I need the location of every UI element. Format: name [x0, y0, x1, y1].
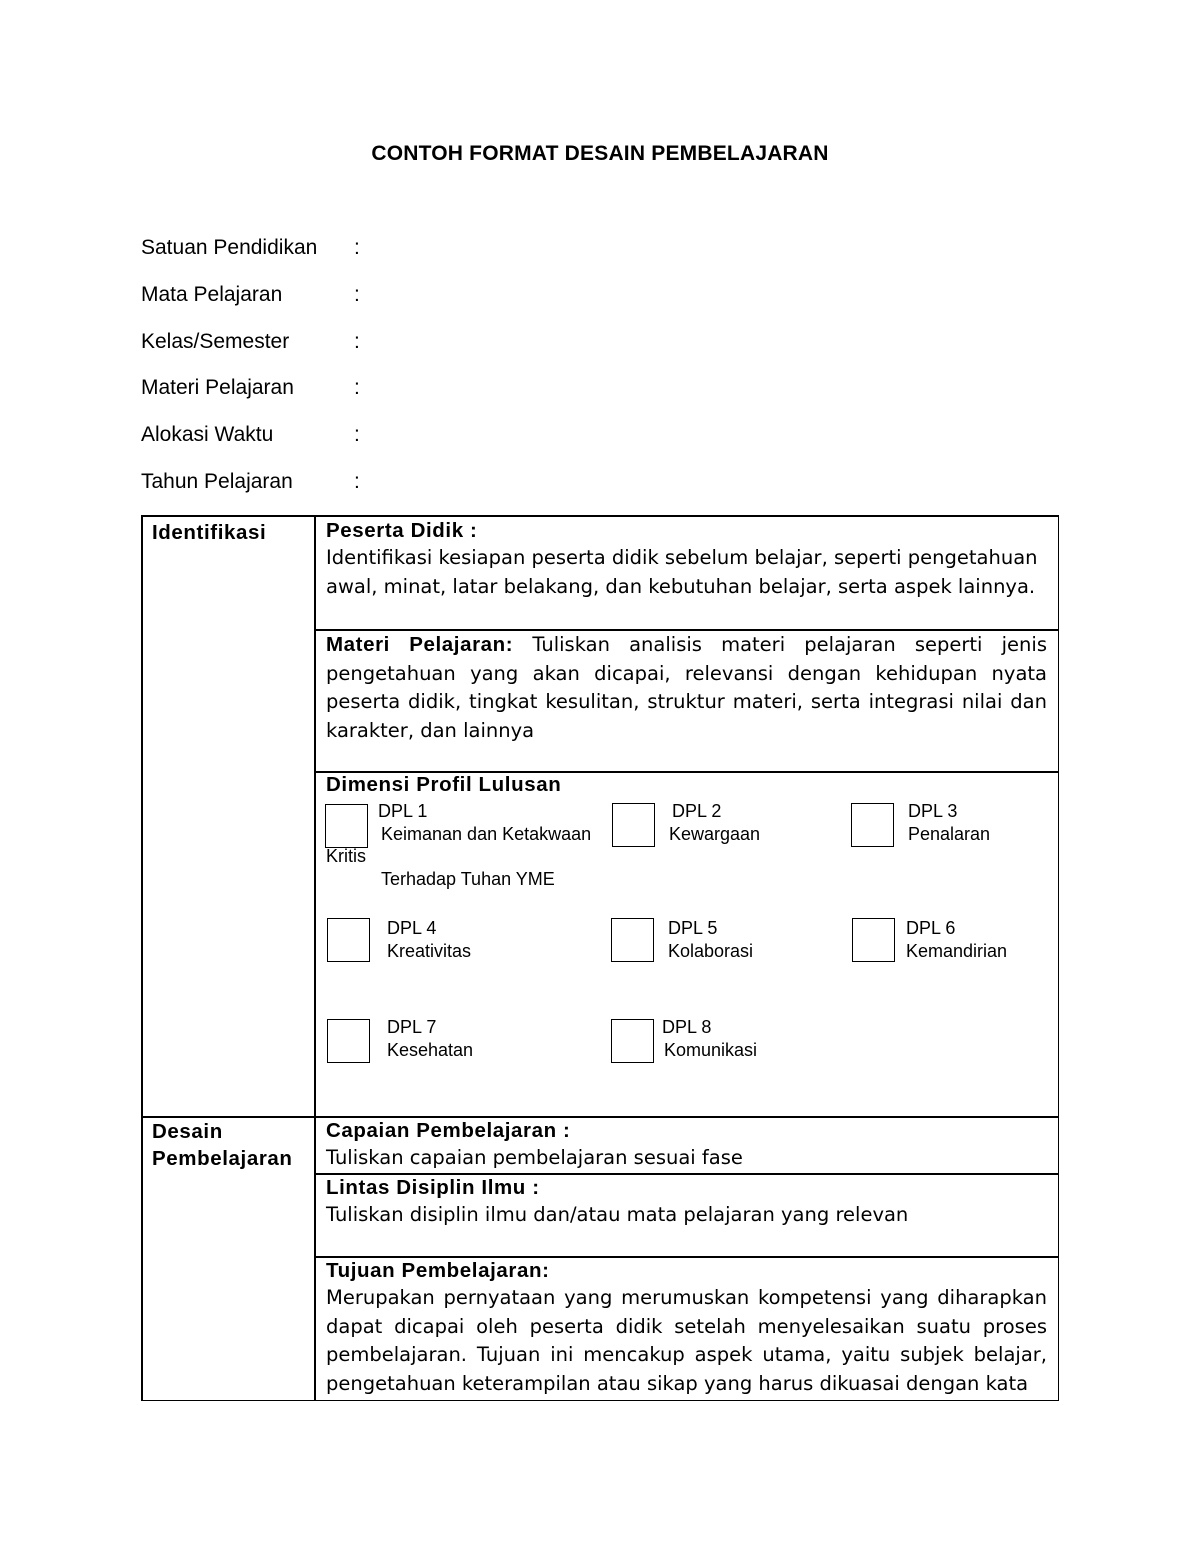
table-border-top	[141, 515, 1059, 517]
dpl-5-name: Kolaborasi	[668, 941, 754, 961]
meta-colon: :	[354, 283, 360, 306]
section-heading: Tujuan Pembelajaran:	[326, 1259, 550, 1282]
table-border-bottom	[141, 1400, 1059, 1402]
dpl-7-checkbox[interactable]	[327, 1019, 370, 1063]
meta-row-materi-pelajaran	[141, 376, 360, 400]
dpl-8-name: Komunikasi	[664, 1040, 758, 1060]
meta-label: Mata Pelajaran	[141, 283, 283, 306]
meta-colon: :	[354, 330, 360, 353]
dpl-7-code: DPL 7	[387, 1017, 437, 1037]
section-body: Tuliskan disiplin ilmu dan/atau mata pelajaran yang relevan	[326, 1203, 909, 1226]
dpl-6-code: DPL 6	[906, 918, 956, 938]
row-label-desain-line1: Desain	[152, 1120, 223, 1143]
section-tujuan	[326, 1258, 1047, 1398]
dpl-4-name: Kreativitas	[387, 941, 472, 961]
dpl-8-checkbox[interactable]	[611, 1019, 654, 1063]
meta-label: Satuan Pendidikan	[141, 236, 318, 259]
meta-label: Alokasi Waktu	[141, 423, 274, 446]
meta-row-mata-pelajaran	[141, 283, 360, 307]
section-capaian	[326, 1118, 1046, 1172]
meta-colon: :	[354, 376, 360, 399]
dpl-3-checkbox[interactable]	[851, 803, 894, 847]
dpl-2-checkbox[interactable]	[612, 803, 655, 847]
dpl-2-code: DPL 2	[672, 801, 722, 821]
dpl-6-name: Kemandirian	[906, 941, 1008, 961]
meta-label: Tahun Pelajaran	[141, 470, 293, 493]
row-label-desain-line2: Pembelajaran	[152, 1147, 293, 1170]
page-title: CONTOH FORMAT DESAIN PEMBELAJARAN	[371, 142, 829, 165]
section-body: Tuliskan analisis materi pelajaran seperti jenis pengetahuan yang akan dicapai, relevansi dengan kehidupan nyata peserta didik, tingkat kesulitan, struktur materi, serta integrasi nilai dan karakter, dan lainnya	[326, 633, 1047, 742]
dpl-6-checkbox[interactable]	[852, 918, 895, 962]
dpl-3-name: Penalaran	[908, 824, 991, 844]
meta-row-kelas-semester	[141, 330, 360, 354]
dpl-2-name: Kewargaan	[669, 824, 761, 844]
section-body: Identifikasi kesiapan peserta didik sebelum belajar, seperti pengetahuan awal, minat, latar belakang, dan kebutuhan belajar, serta aspek lainnya.	[326, 546, 1038, 598]
section-lintas-disiplin	[326, 1175, 1046, 1229]
meta-label: Kelas/Semester	[141, 330, 290, 353]
meta-colon: :	[354, 423, 360, 446]
meta-label: Materi Pelajaran	[141, 376, 294, 399]
dpl-3-extra: Kritis	[326, 846, 366, 866]
dpl-3-code: DPL 3	[908, 801, 958, 821]
dpl-8-code: DPL 8	[662, 1017, 712, 1037]
row-label-identifikasi: Identifikasi	[152, 521, 267, 544]
table-column-divider	[314, 515, 316, 1401]
dpl-5-checkbox[interactable]	[611, 918, 654, 962]
meta-colon: :	[354, 236, 360, 259]
dpl-1-checkbox[interactable]	[325, 804, 368, 848]
dpl-4-code: DPL 4	[387, 918, 437, 938]
section-heading: Lintas Disiplin Ilmu :	[326, 1176, 540, 1199]
table-border-right	[1058, 515, 1060, 1401]
meta-row-satuan-pendidikan	[141, 236, 360, 260]
dpl-4-checkbox[interactable]	[327, 918, 370, 962]
row-label-desain	[152, 1118, 293, 1172]
section-peserta-didik	[326, 518, 1046, 601]
dpl-5-code: DPL 5	[668, 918, 718, 938]
meta-row-tahun-pelajaran	[141, 470, 360, 494]
dimensi-heading: Dimensi Profil Lulusan	[326, 773, 562, 796]
dpl-1-code: DPL 1	[378, 801, 428, 821]
section-heading: Peserta Didik :	[326, 519, 478, 542]
section-body: Tuliskan capaian pembelajaran sesuai fase	[326, 1146, 743, 1169]
section-heading: Capaian Pembelajaran :	[326, 1119, 571, 1142]
section-body: Merupakan pernyataan yang merumuskan kompetensi yang diharapkan dapat dicapai oleh peserta didik setelah menyelesaikan suatu proses pembelajaran. Tujuan ini mencakup aspek utama, yaitu subjek belajar, pengetahuan keterampilan atau sikap yang harus dikuasai dengan kata	[326, 1286, 1047, 1395]
dpl-1-name: Keimanan dan Ketakwaan	[381, 824, 592, 844]
dpl-1-extra: Terhadap Tuhan YME	[381, 869, 555, 889]
meta-colon: :	[354, 470, 360, 493]
meta-row-alokasi-waktu	[141, 423, 360, 447]
dpl-7-name: Kesehatan	[387, 1040, 474, 1060]
section-materi-pelajaran	[326, 631, 1047, 745]
section-heading: Materi Pelajaran:	[326, 633, 514, 656]
design-table	[141, 515, 1059, 1401]
table-border-left	[141, 515, 143, 1401]
